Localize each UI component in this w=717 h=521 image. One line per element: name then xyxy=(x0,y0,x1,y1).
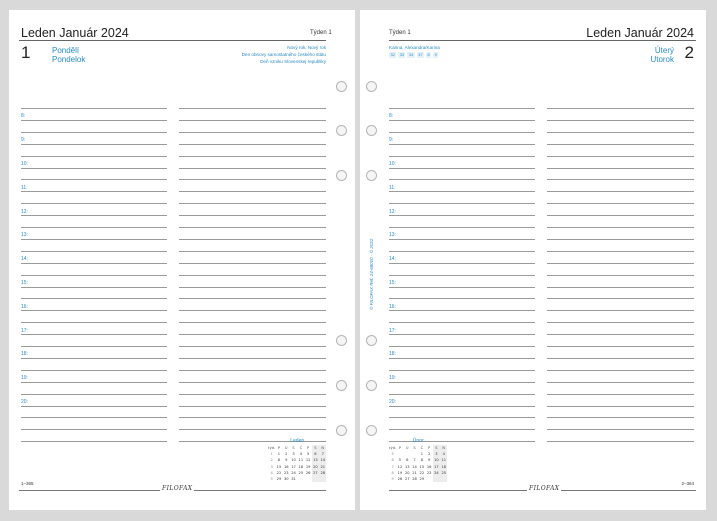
calendar-day: 14 xyxy=(412,464,417,469)
writing-line xyxy=(389,168,535,169)
writing-line xyxy=(389,429,535,430)
writing-line xyxy=(179,239,326,240)
holiday-item: Nový rok, Nový rok xyxy=(287,45,326,50)
writing-line xyxy=(547,227,694,228)
calendar-day: 9 xyxy=(285,458,288,463)
writing-line xyxy=(179,120,326,121)
writing-line xyxy=(389,322,535,323)
writing-line xyxy=(21,370,167,371)
name-day-badge: 9 xyxy=(434,53,437,57)
writing-line xyxy=(547,263,694,264)
holiday-item: Den obnovy samostatného českého státu xyxy=(241,52,326,57)
week-number: 5 xyxy=(270,477,273,482)
writing-line xyxy=(179,322,326,323)
writing-line xyxy=(21,358,167,359)
writing-line xyxy=(21,334,167,335)
calendar-day xyxy=(425,476,432,482)
writing-line xyxy=(21,429,167,430)
day-number: 2 xyxy=(684,43,694,62)
calendar-day: 23 xyxy=(283,470,289,475)
mini-calendar-grid xyxy=(389,445,447,482)
writing-line xyxy=(547,358,694,359)
calendar-day: 21 xyxy=(412,470,417,475)
calendar-day: 18 xyxy=(298,464,304,469)
writing-line xyxy=(389,334,535,335)
writing-line xyxy=(179,298,326,299)
hour-label: 10: xyxy=(21,161,28,167)
header-rule xyxy=(389,40,696,41)
calendar-day xyxy=(433,476,440,482)
writing-line xyxy=(21,120,167,121)
writing-line xyxy=(389,263,535,264)
writing-line xyxy=(389,310,535,311)
writing-line xyxy=(547,144,694,145)
binder-hole xyxy=(366,125,377,136)
calendar-day: 30 xyxy=(283,477,289,482)
writing-line xyxy=(21,346,167,347)
calendar-day: 26 xyxy=(305,470,311,475)
calendar-day: 28 xyxy=(412,477,417,482)
hour-label: 16: xyxy=(21,303,28,310)
mini-calendar-grid xyxy=(268,445,326,482)
hour-label: 10: xyxy=(389,161,396,167)
writing-line xyxy=(389,370,535,371)
writing-line xyxy=(21,298,167,299)
weekday-header: S xyxy=(413,446,416,451)
writing-line xyxy=(547,417,694,418)
calendar-day: 22 xyxy=(276,470,282,475)
writing-line xyxy=(547,191,694,192)
writing-line xyxy=(547,322,694,323)
writing-line xyxy=(547,370,694,371)
writing-line xyxy=(21,191,167,192)
calendar-day: 15 xyxy=(419,464,425,469)
weekday-header: Ú xyxy=(405,446,409,451)
calendar-day: 23 xyxy=(426,470,432,475)
writing-line xyxy=(389,132,535,133)
calendar-day: 10 xyxy=(291,458,296,463)
calendar-day: 16 xyxy=(283,464,289,469)
calendar-day: 7 xyxy=(319,451,326,457)
writing-line xyxy=(389,239,535,240)
week-number: 6 xyxy=(391,458,394,463)
hour-label: 13: xyxy=(21,232,28,239)
calendar-day: 19 xyxy=(397,470,403,475)
calendar-day xyxy=(304,476,311,482)
name-day-badge: 33 xyxy=(399,53,404,57)
week-number: 7 xyxy=(391,464,394,469)
page-title: Leden Január 2024 xyxy=(21,26,129,40)
writing-line xyxy=(389,227,535,228)
hour-label: 18: xyxy=(389,351,396,358)
writing-line xyxy=(389,191,535,192)
product-code: © FILOFAX Ref. 24-68000 · © 2022 xyxy=(369,238,374,310)
writing-line xyxy=(389,144,535,145)
writing-line xyxy=(21,263,167,264)
week-label: Týden 1 xyxy=(389,30,411,36)
weekday-header: Č xyxy=(299,446,303,451)
writing-line xyxy=(389,406,535,407)
writing-line xyxy=(21,132,167,133)
writing-line xyxy=(547,108,694,109)
writing-line xyxy=(179,275,326,276)
hour-label: 17: xyxy=(389,327,396,334)
calendar-day xyxy=(297,476,304,482)
writing-line xyxy=(547,298,694,299)
writing-line xyxy=(179,251,326,252)
hour-label: 9: xyxy=(21,137,26,144)
calendar-day: 29 xyxy=(276,477,282,482)
calendar-day: 4 xyxy=(440,451,447,457)
calendar-day: 2 xyxy=(285,452,288,457)
calendar-day xyxy=(319,476,326,482)
left-page xyxy=(9,10,355,510)
weekday-header: S xyxy=(433,445,440,451)
calendar-day: 18 xyxy=(441,464,447,469)
writing-line xyxy=(547,406,694,407)
hour-label: 8: xyxy=(21,113,26,120)
writing-line xyxy=(179,108,326,109)
writing-line xyxy=(179,168,326,169)
writing-line xyxy=(547,251,694,252)
binder-hole xyxy=(366,425,377,436)
writing-line xyxy=(179,156,326,157)
calendar-day: 21 xyxy=(320,464,326,469)
writing-line xyxy=(179,406,326,407)
holiday-item: Deň vzniku Slovenskej republiky xyxy=(260,59,326,64)
hour-label: 15: xyxy=(389,280,396,286)
writing-line xyxy=(21,239,167,240)
writing-line xyxy=(179,429,326,430)
writing-line xyxy=(547,120,694,121)
writing-line xyxy=(547,287,694,288)
writing-line xyxy=(21,251,167,252)
calendar-day: 17 xyxy=(291,464,296,469)
writing-line xyxy=(21,108,167,109)
calendar-day: 31 xyxy=(291,477,296,482)
calendar-day: 7 xyxy=(413,458,416,463)
calendar-day: 22 xyxy=(419,470,425,475)
writing-line xyxy=(179,191,326,192)
writing-line xyxy=(21,322,167,323)
writing-line xyxy=(547,168,694,169)
mini-calendar xyxy=(268,438,326,482)
weekday-header: Č xyxy=(420,446,424,451)
right-page xyxy=(360,10,706,510)
writing-line xyxy=(21,215,167,216)
writing-line xyxy=(21,310,167,311)
writing-line xyxy=(179,227,326,228)
calendar-day: 24 xyxy=(291,470,296,475)
writing-line xyxy=(179,358,326,359)
writing-line xyxy=(179,346,326,347)
writing-line xyxy=(21,168,167,169)
calendar-day xyxy=(440,476,447,482)
name-day-badge: 32 xyxy=(390,53,395,57)
calendar-day: 19 xyxy=(305,464,311,469)
weekday-header: P xyxy=(277,446,281,451)
calendar-day xyxy=(312,476,319,482)
calendar-day: 5 xyxy=(398,458,402,463)
calendar-day: 2 xyxy=(427,452,431,457)
writing-line xyxy=(179,310,326,311)
day-name-sk: Utorok xyxy=(650,55,674,64)
binder-hole xyxy=(336,125,347,136)
writing-line xyxy=(21,203,167,204)
writing-line xyxy=(389,346,535,347)
writing-line xyxy=(389,275,535,276)
calendar-day: 24 xyxy=(434,470,439,475)
calendar-day: 3 xyxy=(433,451,440,457)
holiday-list xyxy=(242,44,326,65)
weekday-header: S xyxy=(292,446,295,451)
writing-line xyxy=(21,227,167,228)
writing-line xyxy=(389,298,535,299)
hour-label: 14: xyxy=(21,256,28,263)
writing-line xyxy=(179,263,326,264)
mini-calendar-month: Únor xyxy=(412,438,424,444)
header-rule xyxy=(19,40,326,41)
writing-line xyxy=(547,382,694,383)
calendar-day: 25 xyxy=(441,470,447,475)
page-title: Leden Január 2024 xyxy=(586,26,694,40)
calendar-day: 20 xyxy=(313,464,318,469)
writing-line xyxy=(389,382,535,383)
writing-line xyxy=(547,239,694,240)
binder-hole xyxy=(336,81,347,92)
hour-label: 11: xyxy=(21,184,28,191)
calendar-day: 3 xyxy=(292,452,295,457)
calendar-day: 14 xyxy=(320,458,326,463)
writing-line xyxy=(389,120,535,121)
calendar-day: 20 xyxy=(404,470,410,475)
hour-label: 14: xyxy=(389,256,396,263)
calendar-day: 4 xyxy=(299,452,302,457)
page-number: 2–364 xyxy=(681,481,694,486)
writing-line xyxy=(547,310,694,311)
binder-hole xyxy=(366,380,377,391)
weekday-header: P xyxy=(398,446,402,451)
writing-line xyxy=(21,382,167,383)
writing-line xyxy=(179,215,326,216)
hour-label: 12: xyxy=(389,208,396,215)
writing-line xyxy=(389,108,535,109)
binder-hole xyxy=(336,170,347,181)
writing-line xyxy=(21,287,167,288)
calendar-day: 29 xyxy=(419,477,425,482)
writing-line xyxy=(21,394,167,395)
weekday-header: týd. xyxy=(389,446,397,451)
writing-line xyxy=(547,441,694,442)
calendar-day: 10 xyxy=(434,458,439,463)
calendar-day: 13 xyxy=(404,464,410,469)
week-number: 5 xyxy=(391,452,394,457)
weekday-header: N xyxy=(319,445,326,451)
writing-line xyxy=(547,132,694,133)
binder-hole xyxy=(366,81,377,92)
hour-label: 18: xyxy=(21,351,28,358)
binder-hole xyxy=(366,170,377,181)
writing-line xyxy=(547,156,694,157)
hour-label: 13: xyxy=(389,232,396,239)
calendar-day: 5 xyxy=(306,452,310,457)
calendar-day: 28 xyxy=(320,470,326,475)
writing-line xyxy=(179,144,326,145)
hour-label: 19: xyxy=(389,375,396,382)
day-name-cz: Úterý xyxy=(654,46,674,55)
writing-line xyxy=(389,287,535,288)
calendar-day: 13 xyxy=(313,458,318,463)
week-number: 8 xyxy=(391,470,394,475)
hour-label: 9: xyxy=(389,137,394,144)
calendar-day: 1 xyxy=(277,452,281,457)
writing-line xyxy=(547,203,694,204)
calendar-day: 11 xyxy=(298,458,304,463)
writing-line xyxy=(179,417,326,418)
name-day-badge: 34 xyxy=(408,53,414,57)
hour-label: 17: xyxy=(21,327,28,334)
writing-line xyxy=(21,144,167,145)
hour-label: 20: xyxy=(21,399,28,405)
calendar-day: 17 xyxy=(434,464,439,469)
calendar-day: 8 xyxy=(420,458,423,463)
weekday-header: Ú xyxy=(284,446,288,451)
writing-line xyxy=(389,394,535,395)
brand-logo: FILOFAX xyxy=(162,485,193,492)
name-day-badge: 47 xyxy=(418,53,423,57)
writing-line xyxy=(547,275,694,276)
binder-hole xyxy=(336,335,347,346)
binder-hole xyxy=(366,335,377,346)
binder-hole xyxy=(336,425,347,436)
weekday-header: N xyxy=(440,445,447,451)
day-number: 1 xyxy=(21,43,31,62)
writing-line xyxy=(179,394,326,395)
hour-label: 11: xyxy=(389,184,396,191)
calendar-day: 12 xyxy=(397,464,403,469)
writing-line xyxy=(21,441,167,442)
writing-line xyxy=(179,203,326,204)
calendar-day: 27 xyxy=(313,470,318,475)
writing-line xyxy=(547,346,694,347)
weekday-header: S xyxy=(312,445,319,451)
writing-line xyxy=(21,179,167,180)
week-number: 3 xyxy=(270,464,273,469)
calendar-day: 15 xyxy=(276,464,282,469)
writing-line xyxy=(547,429,694,430)
calendar-day: 8 xyxy=(277,458,281,463)
writing-line xyxy=(389,358,535,359)
writing-line xyxy=(389,203,535,204)
writing-line xyxy=(547,179,694,180)
hour-label: 12: xyxy=(21,208,28,215)
weekday-header: P xyxy=(428,446,431,451)
calendar-day: 16 xyxy=(426,464,432,469)
hour-label: 20: xyxy=(389,399,396,405)
week-number: 9 xyxy=(391,477,394,482)
day-name-sk: Pondelok xyxy=(52,55,86,64)
week-number: 1 xyxy=(270,452,273,457)
writing-line xyxy=(179,334,326,335)
writing-line xyxy=(179,179,326,180)
calendar-day: 27 xyxy=(404,477,410,482)
hour-label: 8: xyxy=(389,113,394,120)
name-days: Karina, Alexandra/Karina xyxy=(389,45,440,50)
hour-label: 15: xyxy=(21,280,28,286)
writing-line xyxy=(21,156,167,157)
writing-line xyxy=(21,275,167,276)
writing-line xyxy=(547,215,694,216)
calendar-day: 25 xyxy=(298,470,304,475)
hour-label: 16: xyxy=(389,303,396,310)
writing-line xyxy=(179,132,326,133)
writing-line xyxy=(21,417,167,418)
writing-line xyxy=(547,334,694,335)
calendar-day: 12 xyxy=(305,458,311,463)
mini-calendar xyxy=(389,438,447,482)
brand-logo: FILOFAX xyxy=(529,485,560,492)
name-day-badge: 8 xyxy=(427,53,430,57)
week-number: 2 xyxy=(270,458,273,463)
name-day-badges xyxy=(389,52,438,58)
hour-label: 19: xyxy=(21,375,28,382)
day-name-cz: Pondělí xyxy=(52,46,80,55)
calendar-day: 1 xyxy=(420,452,423,457)
calendar-day: 6 xyxy=(312,451,319,457)
writing-line xyxy=(179,382,326,383)
writing-line xyxy=(389,156,535,157)
writing-line xyxy=(389,215,535,216)
week-number: 4 xyxy=(270,470,273,475)
writing-line xyxy=(179,370,326,371)
week-label: Týden 1 xyxy=(310,30,332,36)
writing-line xyxy=(389,251,535,252)
mini-calendar-month: Leden xyxy=(290,438,305,444)
writing-line xyxy=(389,179,535,180)
page-number: 1–365 xyxy=(21,481,34,486)
calendar-day: 11 xyxy=(441,458,447,463)
writing-line xyxy=(389,417,535,418)
calendar-day: 9 xyxy=(427,458,431,463)
weekday-header: P xyxy=(307,446,310,451)
calendar-day: 6 xyxy=(406,458,409,463)
writing-line xyxy=(21,406,167,407)
binder-hole xyxy=(336,380,347,391)
weekday-header: týd. xyxy=(268,446,276,451)
writing-line xyxy=(179,287,326,288)
calendar-day: 26 xyxy=(397,477,403,482)
writing-line xyxy=(547,394,694,395)
